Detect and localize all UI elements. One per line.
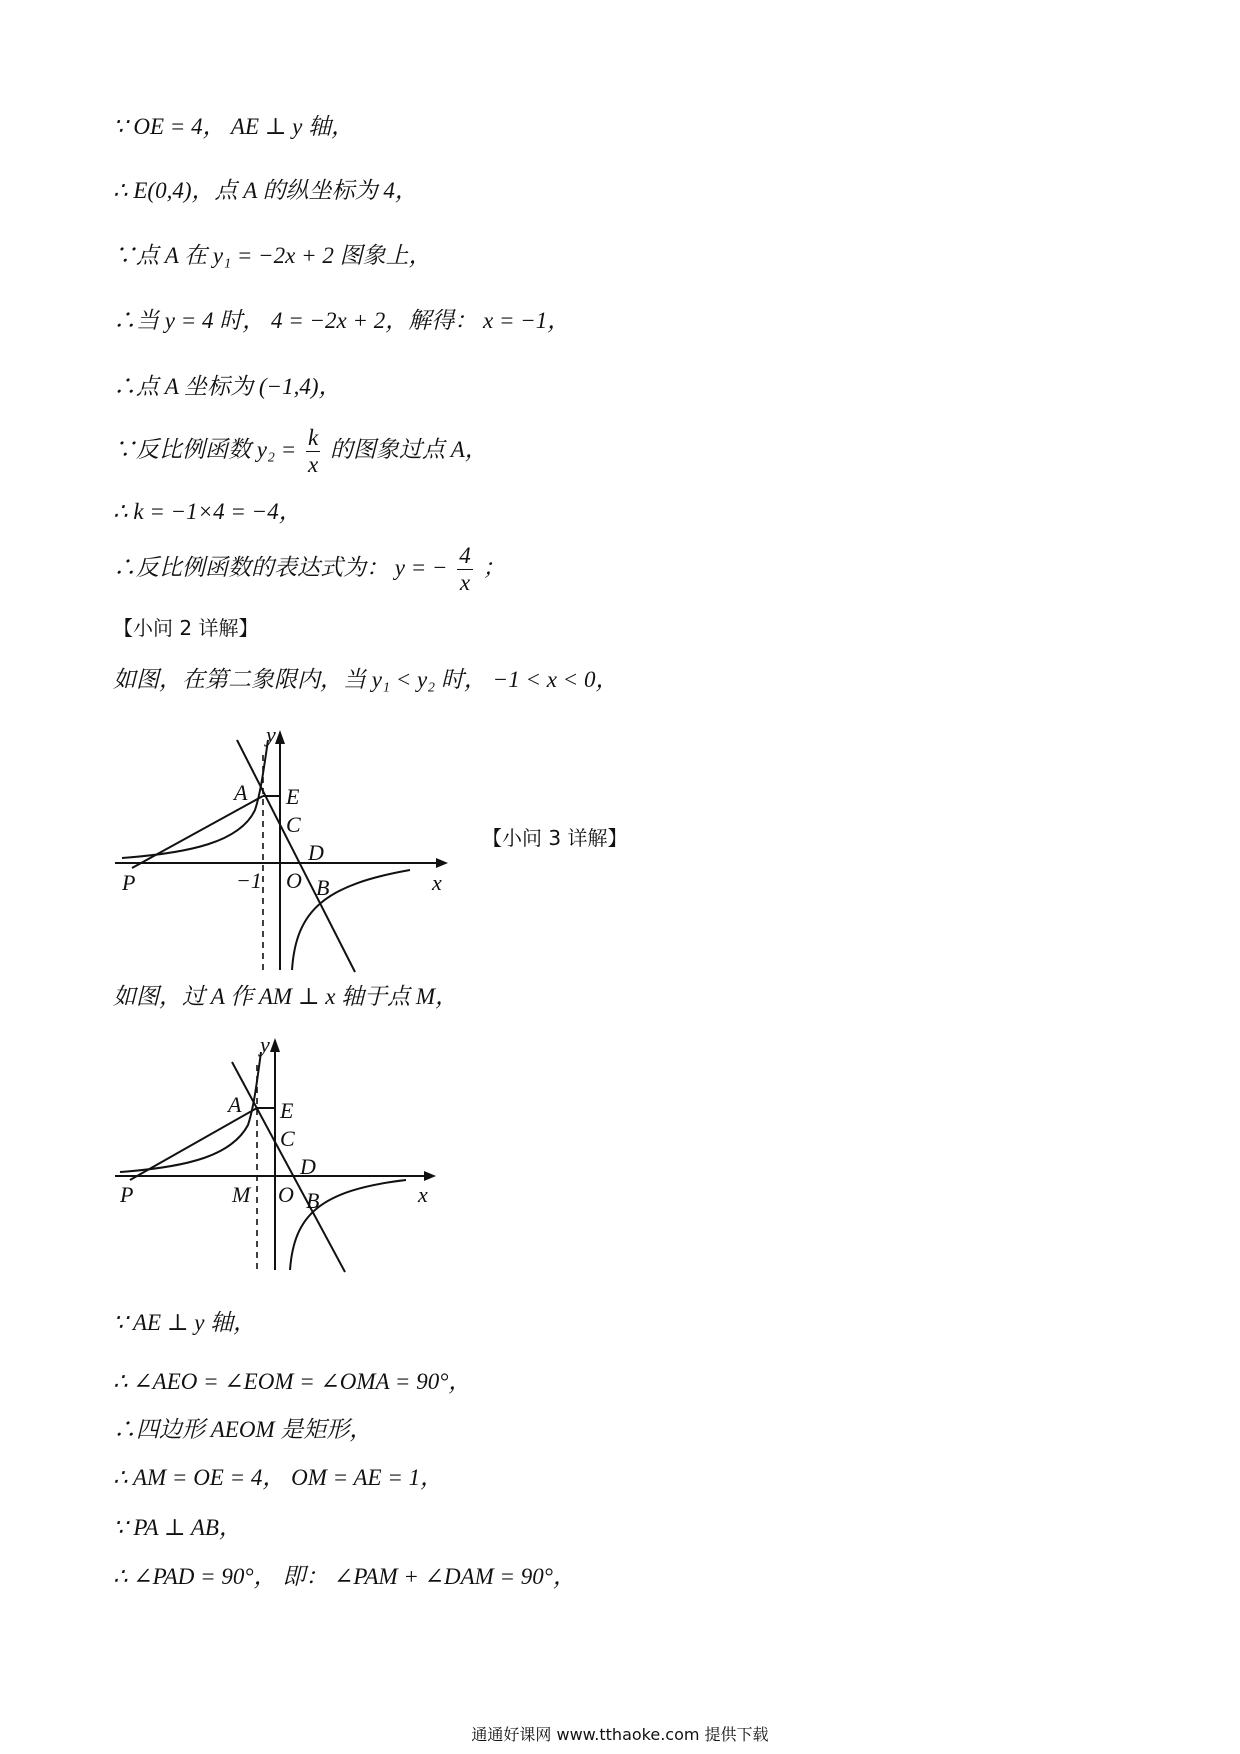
label-b: B [316,875,330,900]
text-line-8-post: ； [482,554,506,580]
figure-1-graph [110,720,460,980]
fraction-numerator: 4 [459,543,471,568]
heading-q3: 【小问 3 详解】 [482,826,628,850]
heading-q2: 【小问 2 详解】 [113,616,259,640]
label-o: O [286,868,302,893]
text-line-9: 如图，在第二象限内，当 y₁ < y₂ 时， −1 < x < 0， [113,667,619,692]
text-line-6 [113,425,488,478]
label-p: P [122,870,136,895]
label-a: A [234,780,248,805]
text-line-14: ∴ AM = OE = 4， OM = AE = 1， [113,1465,444,1490]
label-c: C [280,1126,295,1151]
label-d: D [308,840,324,865]
fraction-k-over-x [306,425,320,478]
text-line-4: ∴当 y = 4 时， 4 = −2x + 2，解得： x = −1， [113,308,571,333]
text-line-1: ∵ OE = 4， AE ⊥ y 轴， [113,114,355,139]
label-y: y [266,722,276,747]
label-m: M [232,1182,251,1207]
text-line-8-pre: ∴反比例函数的表达式为： y = − [113,554,448,580]
figure-2-graph [110,1030,460,1280]
page-footer: 通通好课网 www.tthaoke.com 提供下载 [471,1725,769,1744]
label-c: C [286,812,301,837]
fraction-4-over-x [457,543,473,596]
label-p: P [120,1182,134,1207]
text-line-7: ∴ k = −1×4 = −4， [113,499,302,524]
label-y: y [260,1032,270,1057]
text-line-16: ∴ ∠PAD = 90°， 即： ∠PAM + ∠DAM = 90°， [113,1564,577,1589]
fraction-denominator: x [307,452,319,477]
text-line-10: 如图，过 A 作 AM ⊥ x 轴于点 M， [113,984,459,1009]
label-neg1: −1 [236,868,262,893]
text-line-3: ∵点 A 在 y₁ = −2x + 2 图象上， [113,243,432,268]
text-line-6-post: 的图象过点 A， [329,436,488,462]
label-e: E [286,784,300,809]
y-axis-arrow [275,730,285,744]
line-pa [132,796,263,868]
text-line-8 [113,543,506,596]
label-d: D [300,1154,316,1179]
label-x: x [432,870,442,895]
line-ab [237,740,355,972]
label-o: O [278,1182,294,1207]
text-line-15: ∵ PA ⊥ AB， [113,1515,242,1540]
text-line-2: ∴ E(0,4)，点 A 的纵坐标为 4， [113,178,418,203]
text-line-11: ∵ AE ⊥ y 轴， [113,1310,257,1335]
fraction-numerator: k [307,425,319,450]
text-line-6-pre: ∵反比例函数 y₂ = [113,436,297,462]
x-axis-arrow [436,858,448,868]
label-a: A [228,1092,242,1117]
line-ab [232,1062,345,1272]
fraction-denominator: x [459,570,471,595]
label-x: x [418,1182,428,1207]
text-line-5: ∴点 A 坐标为 (−1,4)， [113,374,342,399]
text-line-13: ∴四边形 AEOM 是矩形， [113,1417,373,1442]
text-line-12: ∴ ∠AEO = ∠EOM = ∠OMA = 90°， [113,1369,472,1394]
label-e: E [280,1098,294,1123]
x-axis-arrow [424,1171,436,1181]
label-b: B [306,1188,320,1213]
y-axis-arrow [270,1038,280,1052]
